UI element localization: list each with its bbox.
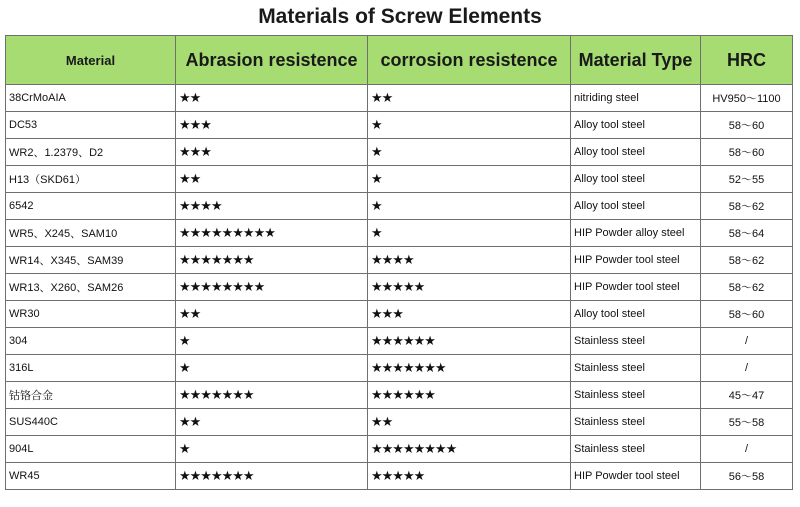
abrasion-rating: ★★★★★★★ bbox=[176, 247, 368, 274]
hrc-cell: 58～60 bbox=[701, 301, 793, 328]
material-type-cell: Stainless steel bbox=[571, 355, 701, 382]
table-row bbox=[6, 436, 793, 463]
hrc-cell: 58～62 bbox=[701, 193, 793, 220]
table-row bbox=[6, 463, 793, 490]
abrasion-rating: ★★ bbox=[176, 85, 368, 112]
abrasion-rating: ★★ bbox=[176, 409, 368, 436]
material-type-cell: HIP Powder alloy steel bbox=[571, 220, 701, 247]
material-cell: WR14、X345、SAM39 bbox=[6, 247, 176, 274]
corrosion-rating: ★★★★★★ bbox=[368, 328, 571, 355]
table-row bbox=[6, 355, 793, 382]
hrc-cell: / bbox=[701, 355, 793, 382]
header-abrasion: Abrasion resistence bbox=[176, 36, 368, 85]
material-type-cell: nitriding steel bbox=[571, 85, 701, 112]
corrosion-rating: ★ bbox=[368, 220, 571, 247]
material-type-cell: Stainless steel bbox=[571, 382, 701, 409]
material-cell: H13（SKD61） bbox=[6, 166, 176, 193]
hrc-cell: 58～60 bbox=[701, 112, 793, 139]
hrc-cell: 45～47 bbox=[701, 382, 793, 409]
abrasion-rating: ★★★★★★★★ bbox=[176, 274, 368, 301]
table-row bbox=[6, 409, 793, 436]
abrasion-rating: ★★ bbox=[176, 301, 368, 328]
abrasion-rating: ★★★ bbox=[176, 139, 368, 166]
material-type-cell: Alloy tool steel bbox=[571, 193, 701, 220]
table-row bbox=[6, 301, 793, 328]
material-cell: 316L bbox=[6, 355, 176, 382]
abrasion-rating: ★★ bbox=[176, 166, 368, 193]
header-type: Material Type bbox=[571, 36, 701, 85]
hrc-cell: 55～58 bbox=[701, 409, 793, 436]
abrasion-rating: ★ bbox=[176, 436, 368, 463]
material-type-cell: Alloy tool steel bbox=[571, 112, 701, 139]
material-type-cell: HIP Powder tool steel bbox=[571, 463, 701, 490]
material-type-cell: Alloy tool steel bbox=[571, 166, 701, 193]
material-type-cell: Alloy tool steel bbox=[571, 139, 701, 166]
table-row bbox=[6, 274, 793, 301]
material-cell: 38CrMoAIA bbox=[6, 85, 176, 112]
material-cell: 904L bbox=[6, 436, 176, 463]
materials-table bbox=[5, 35, 793, 490]
material-type-cell: HIP Powder tool steel bbox=[571, 274, 701, 301]
corrosion-rating: ★★ bbox=[368, 409, 571, 436]
table-row bbox=[6, 139, 793, 166]
abrasion-rating: ★ bbox=[176, 355, 368, 382]
material-cell: 钴铬合金 bbox=[6, 382, 176, 409]
material-cell: WR2、1.2379、D2 bbox=[6, 139, 176, 166]
material-cell: DC53 bbox=[6, 112, 176, 139]
hrc-cell: / bbox=[701, 328, 793, 355]
hrc-cell: 58～62 bbox=[701, 247, 793, 274]
hrc-cell: 58～62 bbox=[701, 274, 793, 301]
table-row bbox=[6, 112, 793, 139]
table-row bbox=[6, 166, 793, 193]
corrosion-rating: ★★★★★★ bbox=[368, 382, 571, 409]
abrasion-rating: ★★★★★★★ bbox=[176, 463, 368, 490]
abrasion-rating: ★ bbox=[176, 328, 368, 355]
abrasion-rating: ★★★ bbox=[176, 112, 368, 139]
corrosion-rating: ★★ bbox=[368, 85, 571, 112]
material-cell: WR13、X260、SAM26 bbox=[6, 274, 176, 301]
material-type-cell: Stainless steel bbox=[571, 436, 701, 463]
table-row bbox=[6, 382, 793, 409]
corrosion-rating: ★ bbox=[368, 112, 571, 139]
hrc-cell: 58～64 bbox=[701, 220, 793, 247]
table-body bbox=[6, 85, 793, 490]
page-title: Materials of Screw Elements bbox=[258, 5, 542, 28]
material-cell: WR5、X245、SAM10 bbox=[6, 220, 176, 247]
header-hrc: HRC bbox=[701, 36, 793, 85]
corrosion-rating: ★★★★★★★ bbox=[368, 355, 571, 382]
material-cell: 6542 bbox=[6, 193, 176, 220]
abrasion-rating: ★★★★ bbox=[176, 193, 368, 220]
hrc-cell: 52～55 bbox=[701, 166, 793, 193]
hrc-cell: HV950～1100 bbox=[701, 85, 793, 112]
table-row bbox=[6, 247, 793, 274]
material-type-cell: Stainless steel bbox=[571, 328, 701, 355]
corrosion-rating: ★★★★★ bbox=[368, 274, 571, 301]
hrc-cell: / bbox=[701, 436, 793, 463]
header-row bbox=[6, 36, 793, 85]
hrc-cell: 58～60 bbox=[701, 139, 793, 166]
material-cell: SUS440C bbox=[6, 409, 176, 436]
material-type-cell: Stainless steel bbox=[571, 409, 701, 436]
material-type-cell: HIP Powder tool steel bbox=[571, 247, 701, 274]
table-row bbox=[6, 220, 793, 247]
corrosion-rating: ★ bbox=[368, 166, 571, 193]
material-type-cell: Alloy tool steel bbox=[571, 301, 701, 328]
header-corrosion: corrosion resistence bbox=[368, 36, 571, 85]
corrosion-rating: ★★★ bbox=[368, 301, 571, 328]
material-cell: 304 bbox=[6, 328, 176, 355]
corrosion-rating: ★ bbox=[368, 193, 571, 220]
material-cell: WR45 bbox=[6, 463, 176, 490]
corrosion-rating: ★★★★ bbox=[368, 247, 571, 274]
corrosion-rating: ★ bbox=[368, 139, 571, 166]
table-row bbox=[6, 193, 793, 220]
material-cell: WR30 bbox=[6, 301, 176, 328]
table-row bbox=[6, 328, 793, 355]
abrasion-rating: ★★★★★★★ bbox=[176, 382, 368, 409]
corrosion-rating: ★★★★★★★★ bbox=[368, 436, 571, 463]
table-row bbox=[6, 85, 793, 112]
corrosion-rating: ★★★★★ bbox=[368, 463, 571, 490]
header-material: Material bbox=[6, 36, 176, 85]
hrc-cell: 56～58 bbox=[701, 463, 793, 490]
abrasion-rating: ★★★★★★★★★ bbox=[176, 220, 368, 247]
